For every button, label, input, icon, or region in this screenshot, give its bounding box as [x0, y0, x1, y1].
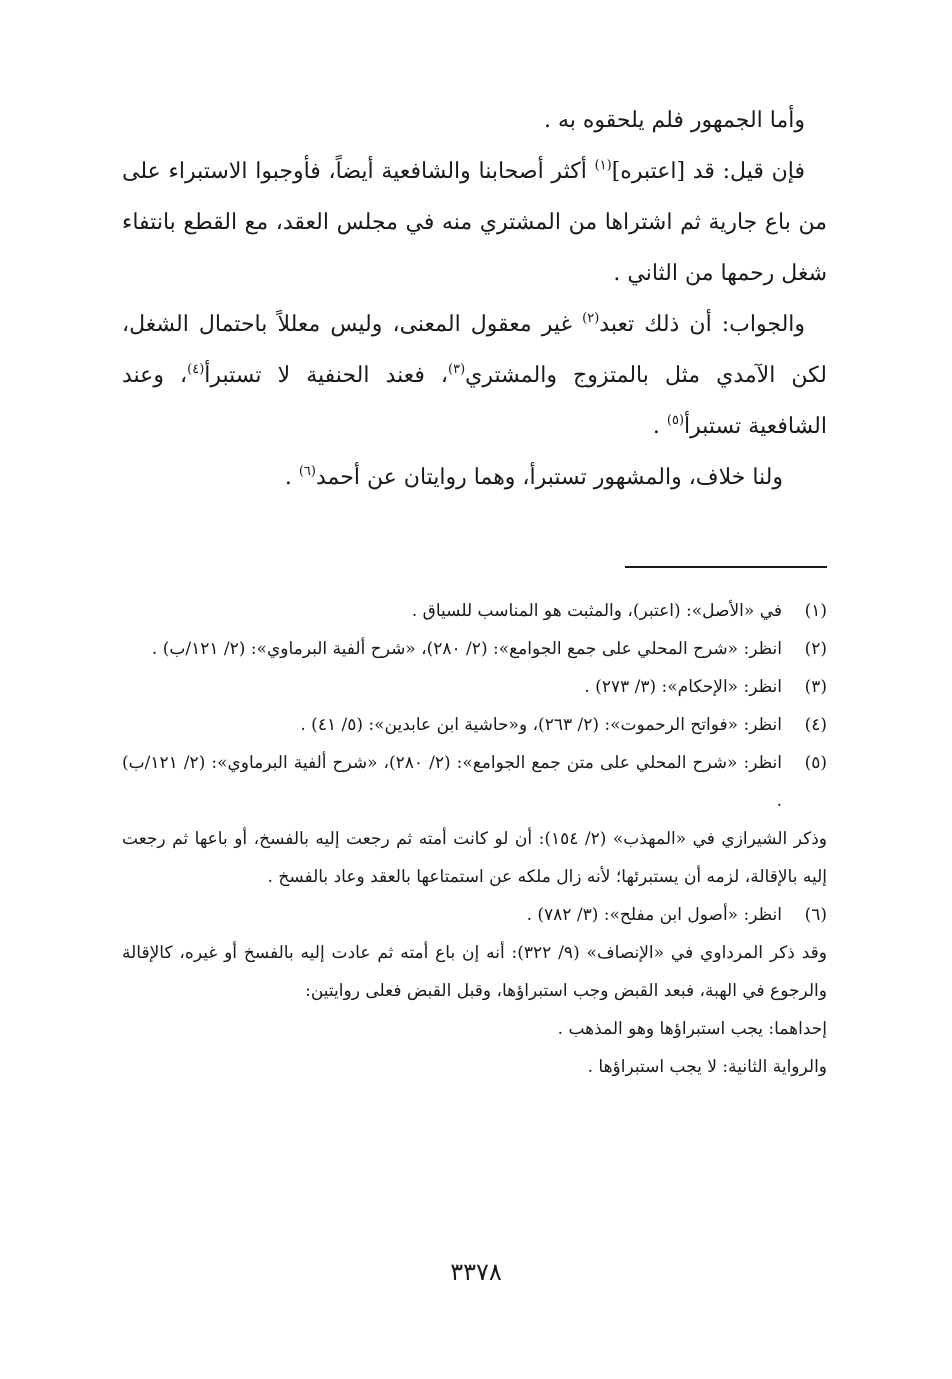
paragraph-3-text-c: ، فعند الحنفية لا تستبرأ: [204, 363, 449, 388]
footnote-ref-4: (٤): [187, 362, 205, 377]
footnote-number: (٤): [804, 715, 827, 735]
footnote-3: [122, 668, 827, 706]
footnote-ref-3: (٣): [448, 362, 466, 377]
footnote-separator: [625, 566, 827, 568]
footnote-text: انظر: «فواتح الرحموت»: (٢/ ٢٦٣)، و«حاشية ابن عابدين»: (٥/ ٤١) .: [300, 715, 782, 735]
page-number: ٣٣٧٨: [450, 1258, 502, 1286]
footnote-text: انظر: «شرح المحلي على جمع الجوامع»: (٢/ ٢٨٠)، «شرح ألفية البرماوي»: (٢/ ١٢١/ب) .: [151, 639, 782, 659]
footnote-4: [122, 706, 827, 744]
footnote-ref-2: (٢): [582, 311, 600, 326]
footnote-ref-1: (١): [594, 158, 612, 173]
footnote-text: انظر: «الإحكام»: (٣/ ٢٧٣) .: [584, 677, 782, 697]
paragraph-3-text-d: ، وعند الشافعية تستبرأ: [122, 363, 827, 439]
footnote-text: في «الأصل»: (اعتبر)، والمثبت هو المناسب للسياق .: [411, 601, 782, 621]
footnote-number: (٦): [804, 905, 827, 925]
footnote-number: (١): [804, 601, 827, 621]
paragraph-2-text-b: أكثر أصحابنا والشافعية أيضاً، فأوجبوا الاستبراء على من باع جارية ثم اشتراها من المشتري منه في مجلس العقد، مع القطع بانتفاء شغل رحمها من الثاني .: [122, 159, 827, 286]
footnote-2: [122, 630, 827, 668]
footnote-5: [122, 744, 827, 820]
footnote-6-line-1: إحداهما: يجب استبراؤها وهو المذهب .: [557, 1019, 827, 1039]
paragraph-1-text: وأما الجمهور فلم يلحقوه به .: [543, 108, 805, 133]
footnote-ref-5: (٥): [666, 413, 685, 428]
footnote-5-continuation: وذكر الشيرازي في «المهذب» (٢/ ١٥٤): أن لو كانت أمته ثم رجعت إليه بالفسخ، أو باعها ثم رجعت إليه بالإقالة، لزمه أن يستبرئها؛ لأنه زال ملكه عن استمتاعها بالعقد وعاد بالفسخ .: [122, 829, 827, 887]
paragraph-2: [122, 146, 827, 299]
paragraph-4-text-b: .: [284, 465, 299, 490]
footnote-text: انظر: «شرح المحلي على متن جمع الجوامع»: (٢/ ٢٨٠)، «شرح ألفية البرماوي»: (٢/ ١٢١/ب) .: [122, 753, 782, 811]
footnote-6-line-2: والرواية الثانية: لا يجب استبراؤها .: [587, 1057, 827, 1077]
footnote-text: انظر: «أصول ابن مفلح»: (٣/ ٧٨٢) .: [526, 905, 782, 925]
paragraph-3-text-b: غير معقول المعنى، وليس معللاً باحتمال الشغل، لكن الآمدي مثل بالمتزوج والمشتري: [122, 312, 828, 388]
paragraph-4-text-a: ولنا خلاف، والمشهور تستبرأ، وهما روايتان عن أحمد: [315, 465, 783, 490]
paragraph-2-text-a: فإن قيل: قد [اعتبره]: [611, 159, 805, 184]
paragraph-3-text-a: والجواب: أن ذلك تعبد: [599, 312, 806, 337]
footnote-ref-6: (٦): [298, 464, 316, 479]
footnote-number: (٣): [804, 677, 827, 697]
footnote-1: [122, 592, 827, 630]
footnote-number: (٥): [804, 753, 827, 773]
footnotes: [122, 592, 827, 1086]
footnote-6: [122, 896, 827, 934]
paragraph-3: [122, 299, 827, 452]
paragraph-3-text-e: .: [652, 414, 667, 439]
paragraph-1: [122, 95, 827, 146]
main-text: [122, 95, 827, 503]
paragraph-4: [122, 452, 827, 503]
footnote-number: (٢): [804, 639, 827, 659]
footnote-6-continuation: وقد ذكر المرداوي في «الإنصاف» (٩/ ٣٢٢): أنه إن باع أمته ثم عادت إليه بالفسخ أو غيره، كالإقالة والرجوع في الهبة، فبعد القبض وجب استبراؤها، وقبل القبض فعلى روايتين:: [122, 943, 827, 1001]
